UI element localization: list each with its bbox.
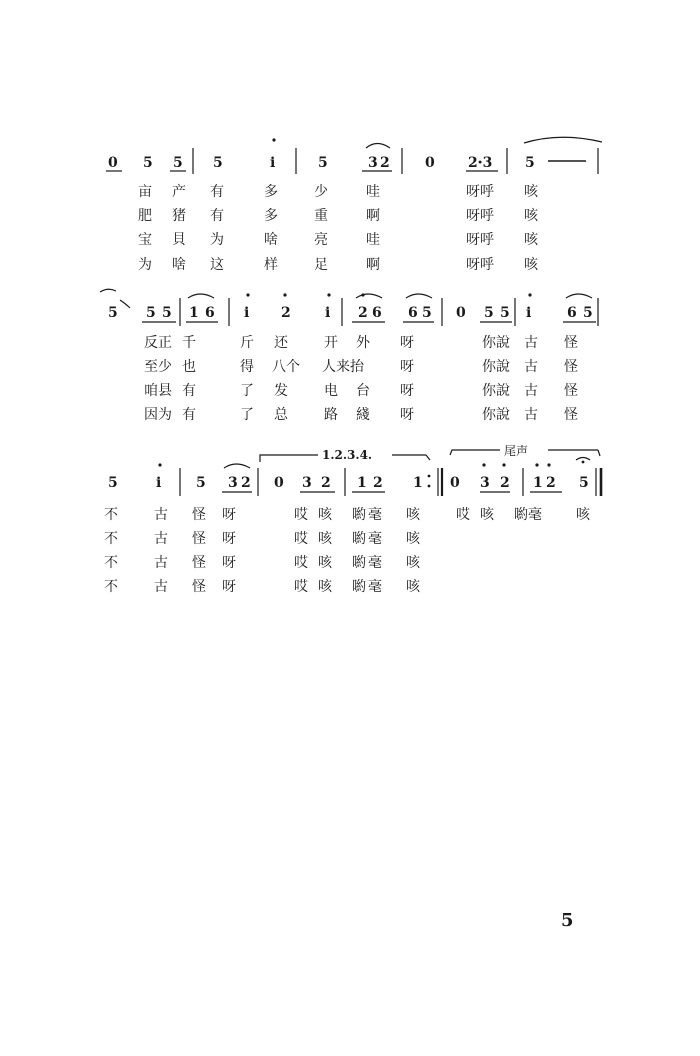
lyric-syllable: 你說 [482,407,510,423]
lyric-syllable: 毫 [368,507,382,523]
coda-label: 尾声 [504,444,529,458]
lyric-syllable: 毫 [368,579,382,595]
note: 6 [205,305,215,321]
note: 2 [321,475,331,491]
lyric-syllable: 哎 [294,531,308,547]
lyric-syllable: 啥 [172,257,186,273]
lyric-syllable: 咳 [576,507,590,523]
note: 5 [525,155,535,171]
lyric-syllable: 哎 [456,507,470,523]
lyric-syllable: 咳 [406,531,420,547]
lyric-syllable: 样 [264,257,278,273]
lyric-syllable: 古 [524,407,538,423]
lyric-syllable: 喲 [352,507,366,523]
lyric-syllable: 怪 [564,359,578,375]
lyric-syllable: 了 [240,407,254,423]
lyric-syllable: 呀呼 [466,184,494,200]
lyric-syllable: 啊 [366,257,380,273]
lyric-syllable: 亮 [314,232,328,248]
lyric-syllable: 怪 [192,579,206,595]
note: 5 [162,305,172,321]
note: 0 [274,475,284,491]
note: 3 [228,475,238,491]
note: 5 [583,305,593,321]
lyric-syllable: 古 [524,335,538,351]
note: i [270,155,276,171]
lyric-syllable: 有 [210,208,224,224]
lyric-syllable: 电 [324,383,338,399]
note: i [325,305,331,321]
lyric-syllable: 为 [210,232,224,248]
lyric-syllable: 古 [154,579,168,595]
lyric-syllable: 反正 [144,335,172,351]
lyric-syllable: 多 [264,208,278,224]
lyric-syllable: 咳 [524,257,538,273]
note: 3 [302,475,312,491]
lyric-syllable: 千 [182,335,196,351]
note: 5 [484,305,494,321]
lyric-syllable: 哎 [294,507,308,523]
lyric-syllable: 你說 [482,359,510,375]
note: 5 [143,155,153,171]
lyric-syllable: 亩 [138,184,152,200]
lyric-syllable: 台 [356,383,370,399]
note: i [526,305,532,321]
note: 5 [146,305,156,321]
note: 5 [108,475,118,491]
lyric-syllable: 呀 [222,555,236,571]
lyric-syllable: 呀呼 [466,257,494,273]
note: 6 [372,305,382,321]
lyric-syllable: 喲 [352,555,366,571]
lyric-syllable: 也 [182,359,196,375]
note: 2 [546,475,556,491]
lyric-syllable: 咳 [318,507,332,523]
lyric-syllable: 怪 [564,335,578,351]
lyric-syllable: 肥 [138,208,152,224]
note: 2 [380,155,390,171]
lyric-syllable: 哎 [294,579,308,595]
lyric-syllable: 呀 [400,383,414,399]
lyric-syllable: 开 [324,335,338,351]
lyric-syllable: 咱县 [144,383,172,399]
lyric-syllable: 重 [314,208,328,224]
lyric-syllable: 外 [356,335,370,351]
note: 0 [456,305,466,321]
note: 5 [173,155,183,171]
lyric-syllable: 綫 [356,407,370,423]
note: 2 [500,475,510,491]
lyric-syllable: 有 [210,184,224,200]
lyric-syllable: 怪 [564,407,578,423]
lyric-syllable: 哇 [366,232,380,248]
lyric-syllable: 啥 [264,232,278,248]
lyric-syllable: 咳 [318,555,332,571]
lyric-syllable: 咳 [406,507,420,523]
note: 1 [413,475,423,491]
lyric-syllable: 呀 [222,579,236,595]
note: 6 [408,305,418,321]
note: 2 [373,475,383,491]
lyric-syllable: 怪 [192,507,206,523]
note: 1 [533,475,543,491]
lyric-syllable: 还 [274,335,288,351]
lyric-syllable: 产 [172,184,186,200]
lyric-syllable: 总 [274,407,288,423]
note: 2 [241,475,251,491]
page-number: 5 [561,910,574,931]
lyric-syllable: 怪 [564,383,578,399]
lyric-syllable: 斤 [240,335,254,351]
lyric-syllable: 咳 [524,184,538,200]
lyric-syllable: 貝 [172,232,186,248]
lyric-syllable: 咳 [524,232,538,248]
lyric-syllable: 呀 [400,335,414,351]
note: 5 [579,475,589,491]
lyric-syllable: 咳 [318,579,332,595]
lyric-syllable: 毫 [368,555,382,571]
lyric-syllable: 咳 [524,208,538,224]
note: 5 [422,305,432,321]
note: 5 [500,305,510,321]
lyric-syllable: 人来抬 [322,359,364,375]
lyric-syllable: 宝 [138,232,152,248]
lyric-syllable: 咳 [406,555,420,571]
lyric-syllable: 喲 [352,579,366,595]
lyric-syllable: 你說 [482,335,510,351]
note: 0 [450,475,460,491]
lyric-syllable: 呀呼 [466,208,494,224]
note: 6 [567,305,577,321]
lyric-syllable: 怪 [192,555,206,571]
lyric-syllable: 少 [314,184,328,200]
note: 3 [480,475,490,491]
lyric-syllable: 咳 [318,531,332,547]
lyric-syllable: 古 [524,359,538,375]
lyric-syllable: 得 [240,359,254,375]
note: 2 [281,305,291,321]
lyric-syllable: 啊 [366,208,380,224]
lyric-syllable: 猪 [172,208,186,224]
lyric-syllable: 不 [104,579,118,595]
lyric-syllable: 呀 [222,507,236,523]
lyric-syllable: 哇 [366,184,380,200]
volta-label: 1.2.3.4. [322,448,373,462]
lyric-syllable: 怪 [192,531,206,547]
lyric-syllable: 呀呼 [466,232,494,248]
lyric-syllable: 发 [274,383,288,399]
lyric-syllable: 不 [104,507,118,523]
lyric-syllable: 呀 [400,407,414,423]
lyric-syllable: 咳 [480,507,494,523]
lyric-syllable: 你說 [482,383,510,399]
note: 2 [358,305,368,321]
lyric-syllable: 咳 [406,579,420,595]
note: 5 [213,155,223,171]
lyric-syllable: 古 [524,383,538,399]
lyric-syllable: 这 [210,257,224,273]
lyric-syllable: 喲毫 [514,507,542,523]
note: 0 [425,155,435,171]
lyric-syllable: 路 [324,407,338,423]
lyric-syllable: 喲 [352,531,366,547]
lyric-syllable: 古 [154,531,168,547]
note: 2·3 [468,155,493,171]
note: i [156,475,162,491]
lyric-syllable: 毫 [368,531,382,547]
lyric-syllable: 有 [182,383,196,399]
lyric-syllable: 有 [182,407,196,423]
note: 3 [368,155,378,171]
note: 0 [108,155,118,171]
lyric-syllable: 了 [240,383,254,399]
lyric-syllable: 哎 [294,555,308,571]
note: 5 [318,155,328,171]
lyric-syllable: 因为 [144,407,172,423]
lyric-syllable: 呀 [222,531,236,547]
lyric-syllable: 呀 [400,359,414,375]
lyric-syllable: 不 [104,531,118,547]
lyric-syllable: 古 [154,507,168,523]
lyric-syllable: 至少 [144,359,172,375]
lyric-syllable: 古 [154,555,168,571]
lyric-syllable: 不 [104,555,118,571]
lyric-syllable: 多 [264,184,278,200]
note: 5 [196,475,206,491]
note: i [244,305,250,321]
note: 1 [357,475,367,491]
lyric-syllable: 为 [138,257,152,273]
lyric-syllable: 八个 [272,359,300,375]
note: 1 [189,305,199,321]
note: 5 [108,305,118,321]
lyric-syllable: 足 [314,257,328,273]
